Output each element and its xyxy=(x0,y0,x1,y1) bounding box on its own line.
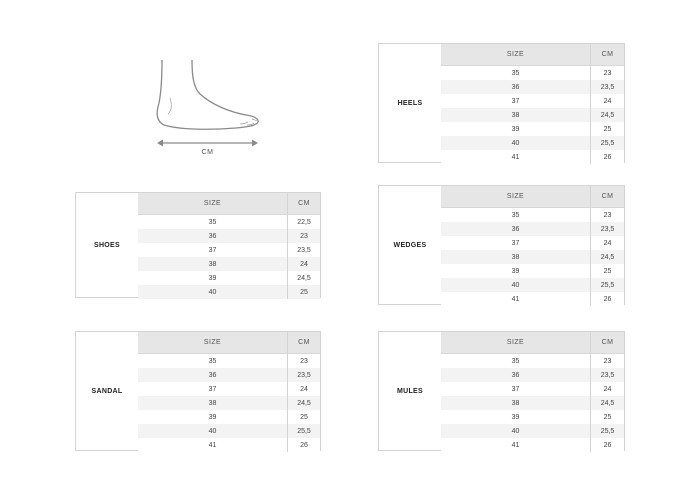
size-cell: 35 xyxy=(441,354,591,368)
cm-cell: 23 xyxy=(300,357,308,365)
cm-column-header: CM xyxy=(601,339,614,346)
cm-column-header: CM xyxy=(298,200,310,207)
cm-cell: 25,5 xyxy=(297,427,311,435)
size-cell: 41 xyxy=(138,438,288,452)
table-row xyxy=(441,278,624,292)
size-cell: 36 xyxy=(441,80,591,94)
table-row xyxy=(441,236,624,250)
cm-cell: 26 xyxy=(603,153,612,161)
size-cell: 36 xyxy=(441,368,591,382)
size-cell: 40 xyxy=(138,424,288,438)
table-row xyxy=(441,382,624,396)
cm-cell: 24 xyxy=(603,385,612,393)
table-header xyxy=(441,44,624,66)
table-row xyxy=(441,354,624,368)
cm-cell: 24 xyxy=(603,97,612,105)
cm-cell: 23,5 xyxy=(600,371,615,379)
table-row xyxy=(138,410,320,424)
cm-cell: 25 xyxy=(300,288,308,296)
foot-measure-illustration xyxy=(150,58,265,163)
table-row xyxy=(441,66,624,80)
table-header xyxy=(441,332,624,354)
cm-cell: 24 xyxy=(300,260,308,268)
cm-column-header: CM xyxy=(601,193,614,200)
size-table-heels xyxy=(378,43,625,163)
table-row xyxy=(441,250,624,264)
table-body xyxy=(138,215,320,299)
foot-icon xyxy=(150,58,265,153)
cm-cell: 23,5 xyxy=(297,246,311,254)
size-cell: 35 xyxy=(441,208,591,222)
size-cell: 37 xyxy=(441,94,591,108)
size-grid xyxy=(441,186,624,304)
cm-cell: 24,5 xyxy=(600,399,615,407)
cm-cell: 24 xyxy=(300,385,308,393)
table-header xyxy=(138,332,320,354)
size-cell: 35 xyxy=(441,66,591,80)
size-table-wedges xyxy=(378,185,625,305)
table-row xyxy=(138,271,320,285)
table-body xyxy=(441,208,624,306)
cm-cell: 25,5 xyxy=(600,427,615,435)
table-header xyxy=(441,186,624,208)
cm-cell: 24,5 xyxy=(297,399,311,407)
table-row xyxy=(441,424,624,438)
category-label: HEELS xyxy=(379,44,442,162)
category-label: MULES xyxy=(379,332,442,450)
table-row xyxy=(441,292,624,306)
size-column-header: SIZE xyxy=(441,44,591,65)
measure-label: CM xyxy=(201,149,214,156)
cm-cell: 26 xyxy=(300,441,308,449)
size-column-header: SIZE xyxy=(441,186,591,207)
cm-cell: 24,5 xyxy=(297,274,311,282)
size-cell: 40 xyxy=(441,424,591,438)
table-row xyxy=(441,122,624,136)
table-row xyxy=(138,424,320,438)
size-grid xyxy=(138,193,320,297)
cm-cell: 23,5 xyxy=(600,83,615,91)
size-cell: 41 xyxy=(441,438,591,452)
size-cell: 36 xyxy=(138,368,288,382)
table-row xyxy=(441,264,624,278)
size-column-header: SIZE xyxy=(138,332,288,353)
cm-cell: 26 xyxy=(603,441,612,449)
cm-cell: 26 xyxy=(603,295,612,303)
table-row xyxy=(441,368,624,382)
size-cell: 37 xyxy=(441,236,591,250)
size-cell: 40 xyxy=(138,285,288,299)
table-row xyxy=(138,368,320,382)
size-cell: 38 xyxy=(441,108,591,122)
table-row xyxy=(138,257,320,271)
table-row xyxy=(441,222,624,236)
size-cell: 39 xyxy=(138,271,288,285)
table-row xyxy=(441,80,624,94)
cm-cell: 25 xyxy=(603,267,612,275)
table-row xyxy=(138,215,320,229)
size-cell: 39 xyxy=(441,122,591,136)
size-cell: 39 xyxy=(138,410,288,424)
size-column-header: SIZE xyxy=(441,332,591,353)
cm-cell: 23 xyxy=(603,357,612,365)
size-grid xyxy=(138,332,320,450)
table-row xyxy=(441,208,624,222)
size-cell: 37 xyxy=(441,382,591,396)
size-cell: 36 xyxy=(441,222,591,236)
table-header xyxy=(138,193,320,215)
size-cell: 38 xyxy=(441,396,591,410)
cm-cell: 24,5 xyxy=(600,111,615,119)
table-row xyxy=(441,150,624,164)
cm-column-header: CM xyxy=(298,339,310,346)
size-table-sandal xyxy=(75,331,321,451)
size-cell: 35 xyxy=(138,354,288,368)
table-row xyxy=(441,410,624,424)
cm-cell: 25,5 xyxy=(600,139,615,147)
table-row xyxy=(138,243,320,257)
size-cell: 37 xyxy=(138,382,288,396)
table-body xyxy=(441,354,624,452)
size-cell: 37 xyxy=(138,243,288,257)
cm-cell: 23 xyxy=(603,211,612,219)
table-row xyxy=(441,94,624,108)
size-cell: 40 xyxy=(441,136,591,150)
size-cell: 38 xyxy=(138,257,288,271)
cm-cell: 24,5 xyxy=(600,253,615,261)
cm-cell: 25,5 xyxy=(600,281,615,289)
cm-column-header: CM xyxy=(601,51,614,58)
size-grid xyxy=(441,332,624,450)
size-cell: 38 xyxy=(441,250,591,264)
table-row xyxy=(138,285,320,299)
cm-cell: 23,5 xyxy=(297,371,311,379)
size-cell: 41 xyxy=(441,150,591,164)
cm-cell: 24 xyxy=(603,239,612,247)
table-body xyxy=(138,354,320,452)
size-cell: 40 xyxy=(441,278,591,292)
table-body xyxy=(441,66,624,164)
size-cell: 38 xyxy=(138,396,288,410)
size-cell: 36 xyxy=(138,229,288,243)
table-row xyxy=(138,438,320,452)
cm-cell: 23 xyxy=(603,69,612,77)
size-cell: 35 xyxy=(138,215,288,229)
table-row xyxy=(441,108,624,122)
cm-cell: 25 xyxy=(603,413,612,421)
cm-cell: 22,5 xyxy=(297,218,311,226)
table-row xyxy=(441,396,624,410)
table-row xyxy=(441,438,624,452)
category-label: WEDGES xyxy=(379,186,442,304)
measure-arrow xyxy=(157,140,258,147)
size-cell: 41 xyxy=(441,292,591,306)
size-grid xyxy=(441,44,624,162)
table-row xyxy=(138,229,320,243)
size-table-shoes xyxy=(75,192,321,298)
size-cell: 39 xyxy=(441,410,591,424)
category-label: SHOES xyxy=(76,193,139,297)
table-row xyxy=(441,136,624,150)
table-row xyxy=(138,396,320,410)
cm-cell: 25 xyxy=(603,125,612,133)
table-row xyxy=(138,354,320,368)
size-table-mules xyxy=(378,331,625,451)
cm-cell: 23,5 xyxy=(600,225,615,233)
category-label: SANDAL xyxy=(76,332,139,450)
size-cell: 39 xyxy=(441,264,591,278)
cm-cell: 25 xyxy=(300,413,308,421)
cm-cell: 23 xyxy=(300,232,308,240)
table-row xyxy=(138,382,320,396)
size-column-header: SIZE xyxy=(138,193,288,214)
